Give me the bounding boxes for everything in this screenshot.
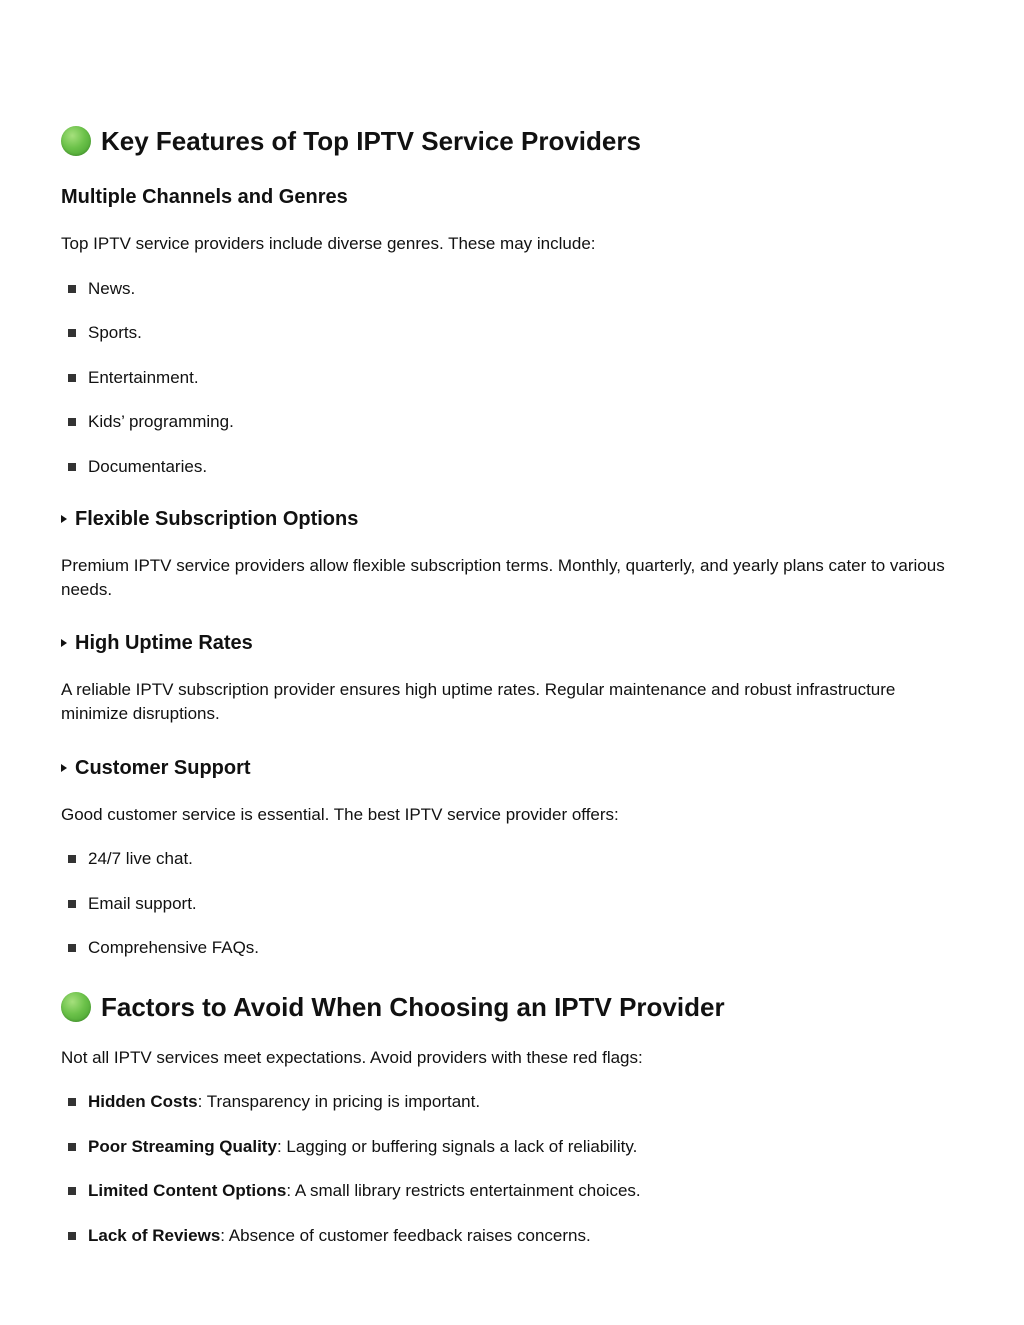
triangle-right-icon bbox=[61, 515, 67, 523]
section-heading-text: Key Features of Top IPTV Service Providers bbox=[101, 126, 641, 156]
list-item-text: : Transparency in pricing is important. bbox=[197, 1092, 481, 1111]
list-item bbox=[61, 1090, 480, 1114]
list-item bbox=[61, 410, 234, 434]
green-circle-icon bbox=[61, 126, 91, 156]
list-item-term: Poor Streaming Quality bbox=[88, 1137, 277, 1156]
list-item bbox=[61, 847, 193, 871]
subheading-text: High Uptime Rates bbox=[75, 632, 253, 654]
list-item bbox=[61, 366, 199, 390]
paragraph-genres-intro: Top IPTV service providers include diverse genres. These may include: bbox=[61, 234, 596, 253]
list-item-term: Lack of Reviews bbox=[88, 1226, 221, 1245]
subheading-customer-support bbox=[61, 755, 251, 781]
paragraph-uptime: A reliable IPTV subscription provider ensures high uptime rates. Regular maintenance and robust infrastructure minimize disruptions. bbox=[61, 680, 896, 723]
square-bullet-icon bbox=[68, 329, 76, 337]
square-bullet-icon bbox=[68, 944, 76, 952]
square-bullet-icon bbox=[68, 374, 76, 382]
paragraph-subscription: Premium IPTV service providers allow flexible subscription terms. Monthly, quarterly, and yearly plans cater to various needs. bbox=[61, 556, 945, 599]
list-item bbox=[61, 277, 135, 301]
square-bullet-icon bbox=[68, 1232, 76, 1240]
paragraph-support-intro: Good customer service is essential. The best IPTV service provider offers: bbox=[61, 805, 619, 824]
square-bullet-icon bbox=[68, 418, 76, 426]
square-bullet-icon bbox=[68, 900, 76, 908]
list-item-term: Limited Content Options bbox=[88, 1181, 287, 1200]
list-item-text: Email support. bbox=[88, 894, 197, 913]
square-bullet-icon bbox=[68, 855, 76, 863]
subheading-flexible-subscription bbox=[61, 506, 358, 532]
list-item bbox=[61, 936, 259, 960]
triangle-right-icon bbox=[61, 764, 67, 772]
square-bullet-icon bbox=[68, 1098, 76, 1106]
subheading-text: Multiple Channels and Genres bbox=[61, 186, 348, 208]
list-item-text: : Lagging or buffering signals a lack of reliability. bbox=[276, 1137, 638, 1156]
subheading-text: Customer Support bbox=[75, 757, 251, 779]
section-heading-key-features bbox=[61, 125, 641, 157]
subheading-text: Flexible Subscription Options bbox=[75, 508, 359, 530]
list-item bbox=[61, 892, 197, 916]
list-item-text: Entertainment. bbox=[88, 368, 199, 387]
list-item-text: News. bbox=[88, 279, 136, 298]
list-item bbox=[61, 1135, 637, 1159]
list-item-text: : A small library restricts entertainment choices. bbox=[286, 1181, 641, 1200]
list-item-text: Sports. bbox=[88, 323, 142, 342]
list-item bbox=[61, 321, 142, 345]
green-circle-icon bbox=[61, 992, 91, 1022]
square-bullet-icon bbox=[68, 285, 76, 293]
list-item-text: : Absence of customer feedback raises concerns. bbox=[220, 1226, 591, 1245]
subheading-multiple-channels bbox=[61, 184, 348, 210]
list-item-text: Documentaries. bbox=[88, 457, 208, 476]
list-item-text: Comprehensive FAQs. bbox=[88, 938, 260, 957]
section-heading-text: Factors to Avoid When Choosing an IPTV Provider bbox=[101, 992, 725, 1022]
list-item bbox=[61, 1224, 591, 1248]
triangle-right-icon bbox=[61, 639, 67, 647]
list-item-term: Hidden Costs bbox=[88, 1092, 198, 1111]
square-bullet-icon bbox=[68, 463, 76, 471]
square-bullet-icon bbox=[68, 1187, 76, 1195]
subheading-high-uptime bbox=[61, 630, 253, 656]
list-item-text: 24/7 live chat. bbox=[88, 849, 193, 868]
paragraph-red-flags-intro: Not all IPTV services meet expectations. Avoid providers with these red flags: bbox=[61, 1048, 643, 1067]
list-item-text: Kids’ programming. bbox=[88, 412, 234, 431]
section-heading-factors-to-avoid bbox=[61, 991, 725, 1023]
list-item bbox=[61, 1179, 641, 1203]
square-bullet-icon bbox=[68, 1143, 76, 1151]
list-item bbox=[61, 455, 207, 479]
